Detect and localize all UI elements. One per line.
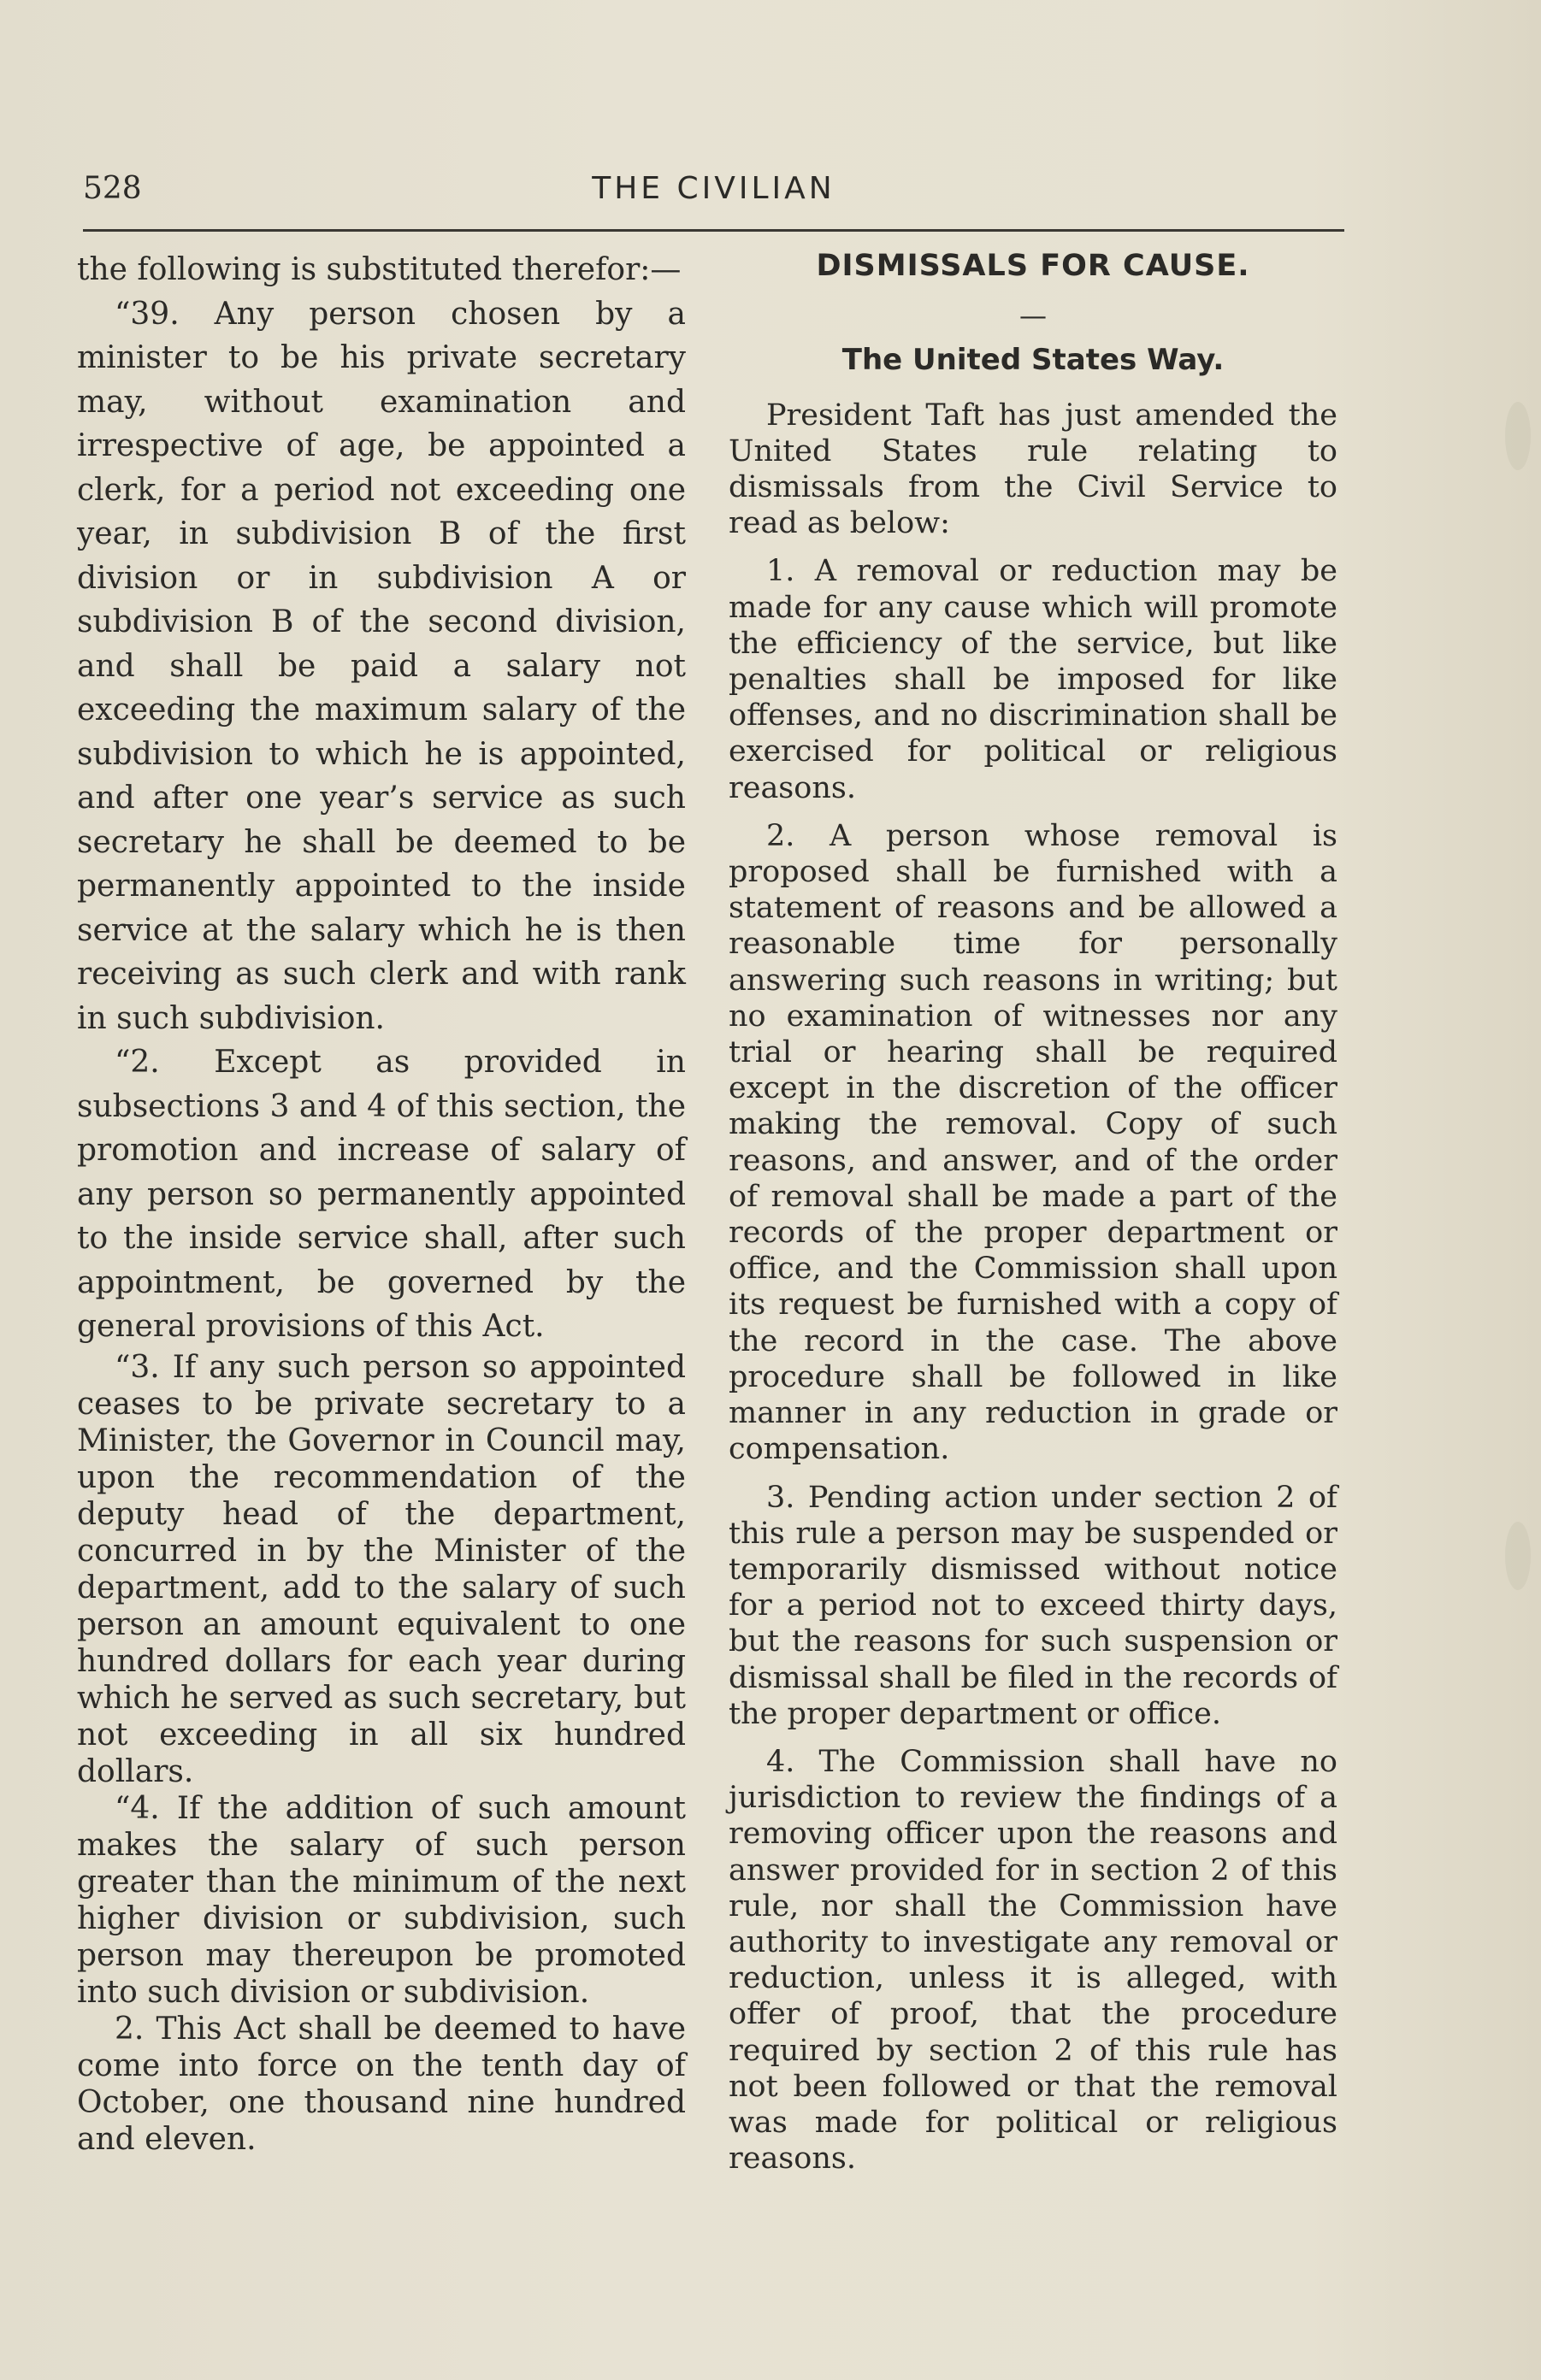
section-39-paragraph: “39. Any person chosen by a minister to be his private secretary may, without examination and irrespective of age, be appointed a clerk, for a period not exceeding one year, in subdivision B of the first division or in subdivision A or subdivision B of the second division, and shall be paid a salary not exceeding the maximum salary of the subdivision to which he is appointed, and after one year’s service as such secretary he shall be deemed to be permanently appointed to the inside service at the salary which he is then receiving as such clerk and with rank in such subdivision. (77, 296, 686, 1036)
rule-3-paragraph: 3. Pending action under section 2 of this rule a person may be suspended or temporarily dismissed without notice for a period not to exceed thirty days, but the reasons for such suspension or dismissal shall be filed in the records of the proper department or office. (729, 1480, 1337, 1731)
section-subtitle: The United States Way. (841, 343, 1225, 378)
page-header (83, 171, 1344, 214)
header-rule (83, 229, 1344, 232)
subsection-3-paragraph: “3. If any such person so appointed ceases to be private secretary to a Minister, the Governor in Council may, upon the recommendation of the deputy head of the department, concurred in by the Minister of the department, add to the salary of such person an amount equivalent to one hundred dollars for each year during which he served as such secretary, but not exceeding in all six hundred dollars. (77, 1349, 686, 1789)
subsection-4-paragraph: “4. If the addition of such amount makes the salary of such person greater than the minimum of the next higher division or subdivision, such person may thereupon be promoted into such division or subdivision. (77, 1790, 686, 2010)
right-column (729, 248, 1337, 2189)
rule-2-paragraph: 2. A person whose removal is proposed shall be furnished with a statement of reasons and be allowed a reasonable time for personally answering such reasons in writing; but no examination of witnesses nor any trial or hearing shall be required except in the discretion of the officer making the removal. Copy of such reasons, and answer, and of the order of removal shall be made a part of the records of the proper department or office, and the Commission shall upon its request be furnished with a copy of the record in the case. The above procedure shall be followed in like manner in any reduction in grade or compensation. (729, 818, 1337, 1467)
left-intro-paragraph: the following is substituted therefor:— (77, 252, 682, 287)
rule-4-paragraph: 4. The Commission shall have no jurisdiction to review the findings of a removing officer upon the reasons and answer provided for in section 2 of this rule, nor shall the Commission have authority to investigate any removal or reduction, unless it is alleged, with offer of proof, that the procedure required by section 2 of this rule has not been followed or that the removal was made for political or religious reasons. (729, 1744, 1337, 2177)
paper-stain (1505, 402, 1531, 470)
section-title: DISMISSALS FOR CAUSE. (816, 249, 1250, 283)
subsection-2-paragraph: “2. Except as provided in subsections 3 and 4 of this section, the promotion and increase of salary of any person so permanently appointed to the inside service shall, after such appointment, be governed by the general provisions of this Act. (77, 1045, 686, 1344)
right-intro-paragraph: President Taft has just amended the United States rule relating to dismissals from the Civil Service to read as below: (729, 398, 1337, 541)
left-column (77, 248, 686, 2158)
rule-1-paragraph: 1. A removal or reduction may be made for any cause which will promote the efficiency of the service, but like penalties shall be imposed for like offenses, and no discrimination shall be exercised for political or religious reasons. (729, 554, 1337, 805)
paper-stain (1505, 1522, 1531, 1590)
page-number: 528 (83, 171, 142, 206)
title-dash: — (1019, 299, 1047, 333)
running-head: THE CIVILIAN (592, 171, 835, 206)
act-commencement-paragraph: 2. This Act shall be deemed to have come into force on the tenth day of October, one thousand nine hundred and eleven. (77, 2011, 686, 2157)
